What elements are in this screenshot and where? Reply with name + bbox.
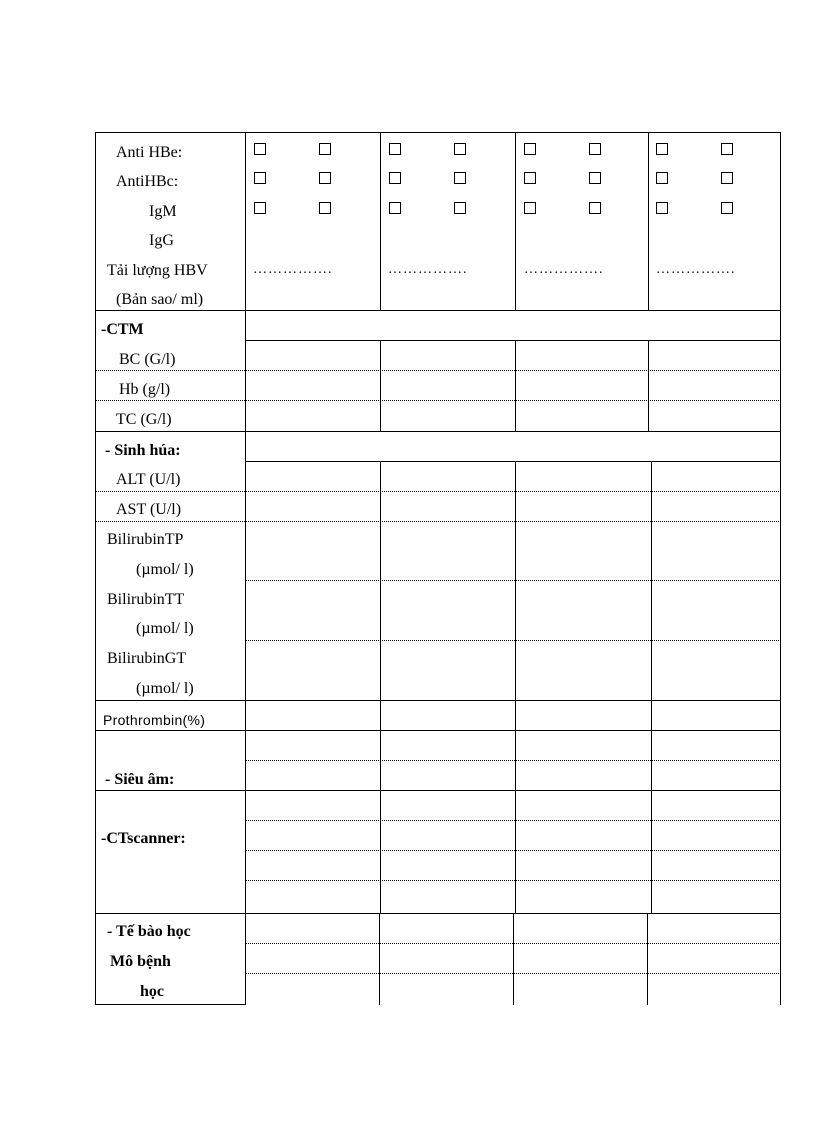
label-anti-hbc: AntiHBc:: [116, 173, 179, 190]
label-hbv-viral-load: Tải lượng HBV: [107, 262, 208, 279]
label-bilirubin-tp-unit: (µmol/ l): [136, 561, 194, 578]
label-tc: TC (G/l): [116, 411, 172, 428]
result-checkbox[interactable]: [656, 172, 668, 184]
result-checkbox[interactable]: [254, 202, 266, 214]
heading-biochemistry: - Sinh húa:: [105, 442, 181, 459]
row-rule: [245, 461, 781, 462]
lab-results-form: [95, 132, 781, 1005]
label-bc: BC (G/l): [119, 351, 176, 368]
col-divider: [515, 461, 516, 913]
row-rule: [95, 730, 781, 731]
dotted-rule: [245, 820, 781, 821]
label-anti-hbe: Anti HBe:: [116, 144, 183, 161]
frame-left: [95, 132, 96, 1005]
result-checkbox[interactable]: [721, 172, 733, 184]
result-checkbox[interactable]: [454, 172, 466, 184]
result-checkbox[interactable]: [589, 202, 601, 214]
result-checkbox[interactable]: [721, 202, 733, 214]
dotted-rule: [95, 370, 781, 371]
result-checkbox[interactable]: [254, 172, 266, 184]
label-ast: AST (U/l): [116, 501, 182, 518]
dotted-rule: [245, 580, 781, 581]
label-column-divider: [245, 132, 246, 1005]
result-checkbox[interactable]: [319, 172, 331, 184]
dotted-rule: [95, 521, 781, 522]
result-checkbox[interactable]: [454, 143, 466, 155]
col-divider: [648, 132, 649, 310]
result-checkbox[interactable]: [656, 202, 668, 214]
label-igm: IgM: [149, 203, 177, 220]
label-histopathology-2: học: [140, 983, 164, 1000]
label-bilirubin-gt: BilirubinGT: [107, 650, 187, 667]
col-divider: [647, 913, 648, 1005]
result-checkbox[interactable]: [524, 202, 536, 214]
col-divider: [515, 132, 516, 310]
label-igg: IgG: [149, 232, 174, 249]
dotted-rule: [245, 640, 781, 641]
dotted-rule: [245, 880, 781, 881]
col-divider: [648, 340, 649, 431]
viral-load-field[interactable]: …………….: [656, 262, 736, 277]
col-divider: [380, 340, 381, 431]
label-bilirubin-tt-unit: (µmol/ l): [136, 620, 194, 637]
result-checkbox[interactable]: [319, 202, 331, 214]
label-bilirubin-tp: BilirubinTP: [107, 531, 184, 548]
col-divider: [651, 461, 652, 913]
col-divider: [380, 461, 381, 913]
frame-top: [95, 132, 781, 133]
frame-bottom: [95, 1004, 245, 1005]
result-checkbox[interactable]: [524, 143, 536, 155]
row-rule: [95, 431, 781, 432]
dotted-rule: [245, 850, 781, 851]
label-bilirubin-gt-unit: (µmol/ l): [136, 680, 194, 697]
row-rule: [95, 700, 781, 701]
label-hbv-unit: (Bản sao/ ml): [116, 291, 204, 308]
label-histopathology: Mô bệnh: [110, 953, 171, 970]
viral-load-field[interactable]: …………….: [524, 262, 604, 277]
dotted-rule: [245, 943, 781, 944]
result-checkbox[interactable]: [389, 202, 401, 214]
row-rule: [95, 913, 781, 914]
dotted-rule: [95, 400, 781, 401]
row-rule: [245, 340, 781, 341]
dotted-rule: [95, 491, 781, 492]
label-bilirubin-tt: BilirubinTT: [107, 591, 185, 608]
col-divider: [379, 913, 380, 1005]
result-checkbox[interactable]: [454, 202, 466, 214]
row-rule: [95, 310, 781, 311]
result-checkbox[interactable]: [254, 143, 266, 155]
label-cytology: - Tế bào học: [107, 923, 191, 940]
dotted-rule: [245, 973, 781, 974]
col-divider: [380, 132, 381, 310]
label-ultrasound: - Siêu âm:: [105, 771, 175, 788]
frame-right: [780, 132, 781, 1005]
result-checkbox[interactable]: [389, 172, 401, 184]
viral-load-field[interactable]: …………….: [388, 262, 468, 277]
label-ct-scanner: -CTscanner:: [101, 830, 186, 847]
label-hb: Hb (g/l): [119, 381, 171, 398]
result-checkbox[interactable]: [524, 172, 536, 184]
label-prothrombin: Prothrombin(%): [103, 712, 206, 728]
col-divider: [513, 913, 514, 1005]
result-checkbox[interactable]: [589, 143, 601, 155]
col-divider: [515, 340, 516, 431]
label-alt: ALT (U/l): [116, 471, 181, 488]
result-checkbox[interactable]: [589, 172, 601, 184]
result-checkbox[interactable]: [721, 143, 733, 155]
dotted-rule: [245, 760, 781, 761]
heading-ctm: -CTM: [101, 321, 144, 338]
viral-load-field[interactable]: …………….: [253, 262, 333, 277]
result-checkbox[interactable]: [656, 143, 668, 155]
result-checkbox[interactable]: [389, 143, 401, 155]
row-rule: [95, 790, 781, 791]
result-checkbox[interactable]: [319, 143, 331, 155]
